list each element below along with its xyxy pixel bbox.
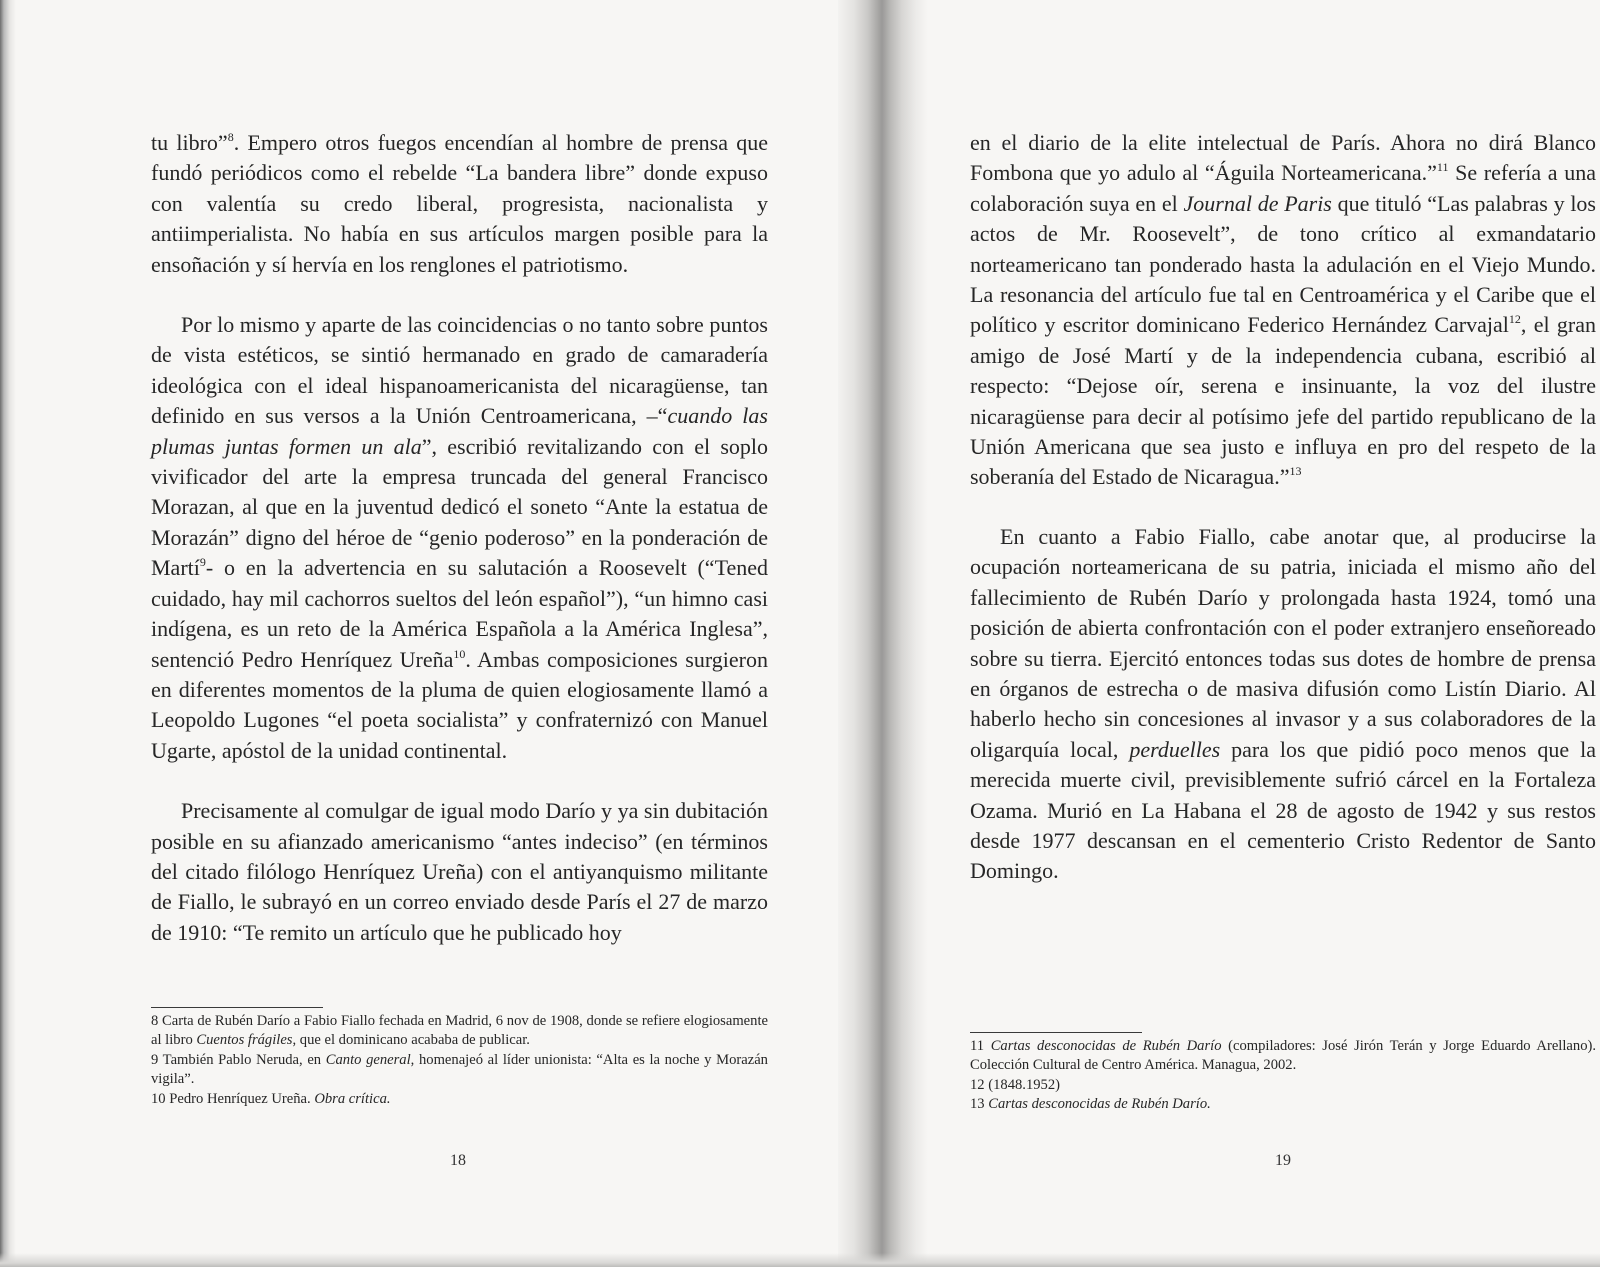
footnote-11: 11 Cartas desconocidas de Rubén Darío (compiladores: José Jirón Terán y Jorge Eduardo Arellano). Colección Cultural de Centro América. Managua, 2002. — [970, 1038, 1596, 1074]
footnote-12: 12 (1848.1952) — [970, 1076, 1060, 1093]
left-paragraph-2: Por lo mismo y aparte de las coincidencias o no tanto sobre puntos de vista estéticos, se sintió hermanado en grado de camaradería ideológica con el ideal hispanoamericanista del nicaragüense, tan definido en sus versos a la Unión Centroamericana, –“cuando las plumas juntas formen un ala”, escribió revitalizando con el soplo vivificador del arte la empresa truncada del general Francisco Morazan, al que en la juventud dedicó el soneto “Ante la estatua de Morazán” digno del héroe de “genio poderoso” en la ponderación de Martí$^9$- o en la advertencia en su salutación a Roosevelt (“Tened cuidado, hay mil cachorros sueltos del león español”), “un himno casi indígena, es un reto de la América Española a la América Inglesa”, sentenció Pedro Henríquez Ureña$^{10}$. Ambas composiciones surgieron en diferentes momentos de la pluma de quien elogiosamente llamó a Leopoldo Lugones “el poeta socialista” y confraternizó con Manuel Ugarte, apóstol de la unidad continental. — [151, 312, 768, 763]
footnote-ref-12: 12 — [1508, 312, 1521, 327]
right-footnotes — [970, 1037, 1596, 1115]
right-paragraph-2: En cuanto a Fabio Fiallo, cabe anotar que, al producirse la ocupación norteamericana de su patria, iniciada el mismo año del fallecimiento de Rubén Darío y prolongada hasta 1924, tomó una posición de abierta confrontación con el poder extranjero enseñoreado sobre su tierra. Ejercitó entonces todas sus dotes de hombre de prensa en órganos de estrecha o de masiva difusión como Listín Diario. Al haberlo hecho sin concesiones al invasor y a sus colaboradores de la oligarquía local, perduelles para los que pidió poco menos que la merecida muerte civil, previsiblemente sufrió cárcel en la Fortaleza Ozama. Murió en La Habana el 28 de agosto de 1942 y sus restos desde 1977 descansan en el cementerio Cristo Redentor de Santo Domingo. — [970, 523, 1596, 884]
right-page-body — [970, 128, 1596, 887]
italic-quote: cuando las plumas juntas formen un ala — [151, 403, 768, 459]
left-footnotes — [151, 1012, 768, 1109]
footnote-ref-10: 10 — [453, 646, 466, 661]
footnote-9: 9 También Pablo Neruda, en Canto general, homenajeó al líder unionista: “Alta es la noche y Morazán vigila”. — [151, 1051, 768, 1088]
footnote-ref-9: 9 — [199, 555, 206, 570]
footnote-8: 8 Carta de Rubén Darío a Fabio Fiallo fechada en Madrid, 6 nov de 1908, donde se refiere elogiosamente al libro Cuentos frágiles, que el dominicano acababa de publicar. — [151, 1013, 768, 1049]
left-page-edge-shadow — [0, 0, 16, 1267]
italic-perduelles: perduelles — [1129, 736, 1221, 762]
left-paragraph-1: tu libro”$^8$. Empero otros fuegos encendían al hombre de prensa que fundó periódicos como el rebelde “La bandera libre” donde expuso con valentía su credo liberal, progresista, nacionalista y antiimperialista. No había en sus artículos margen posible para la ensoñación y sí hervía en los renglones el patriotismo. — [151, 130, 768, 277]
left-footnote-rule — [151, 1007, 323, 1008]
book-gutter-shadow — [838, 0, 928, 1267]
bottom-page-edge-shadow — [0, 1253, 1600, 1267]
left-paragraph-3: Precisamente al comulgar de igual modo Darío y ya sin dubitación posible en su afianzado americanismo “antes indeciso” (en términos del citado filólogo Henríquez Ureña) con el antiyanquismo militante de Fiallo, le subrayó en un correo enviado desde París el 27 de marzo de 1910: “Te remito un artículo que he publicado hoy — [151, 798, 768, 945]
left-page-body — [151, 128, 768, 948]
footnote-10: 10 Pedro Henríquez Ureña. Obra crítica. — [151, 1090, 391, 1107]
right-footnote-rule — [970, 1032, 1142, 1033]
right-paragraph-1: en el diario de la elite intelectual de París. Ahora no dirá Blanco Fombona que yo adulo al “Águila Norteamericana.”$^{11}$ Se refería a una colaboración suya en el Journal de Paris que tituló “Las palabras y los actos de Mr. Roosevelt”, de tono crítico al exmandatario norteamericano tan ponderado hasta la adulación en el Viejo Mundo. La resonancia del artículo fue tal en Centroamérica y el Caribe que el político y escritor dominicano Federico Hernández Carvajal$^{12}$, el gran amigo de José Martí y de la independencia cubana, escribió al respecto: “Dejose oír, serena e insinuante, la voz del ilustre nicaragüense para decir al potísimo jefe del partido republicano de la Unión Americana que sea justo e influya en pro del respeto de la soberanía del Estado de Nicaragua.”$^{13}$ — [970, 130, 1597, 490]
italic-journal-title: Journal de Paris — [1183, 190, 1332, 216]
footnote-ref-8: 8 — [227, 130, 234, 144]
footnote-ref-13: 13 — [1289, 464, 1302, 479]
page-number-right: 19 — [1275, 1152, 1291, 1169]
page-number-left: 18 — [450, 1152, 466, 1169]
footnote-ref-11: 11 — [1436, 160, 1449, 175]
footnote-13: 13 Cartas desconocidas de Rubén Darío. — [970, 1096, 1211, 1113]
